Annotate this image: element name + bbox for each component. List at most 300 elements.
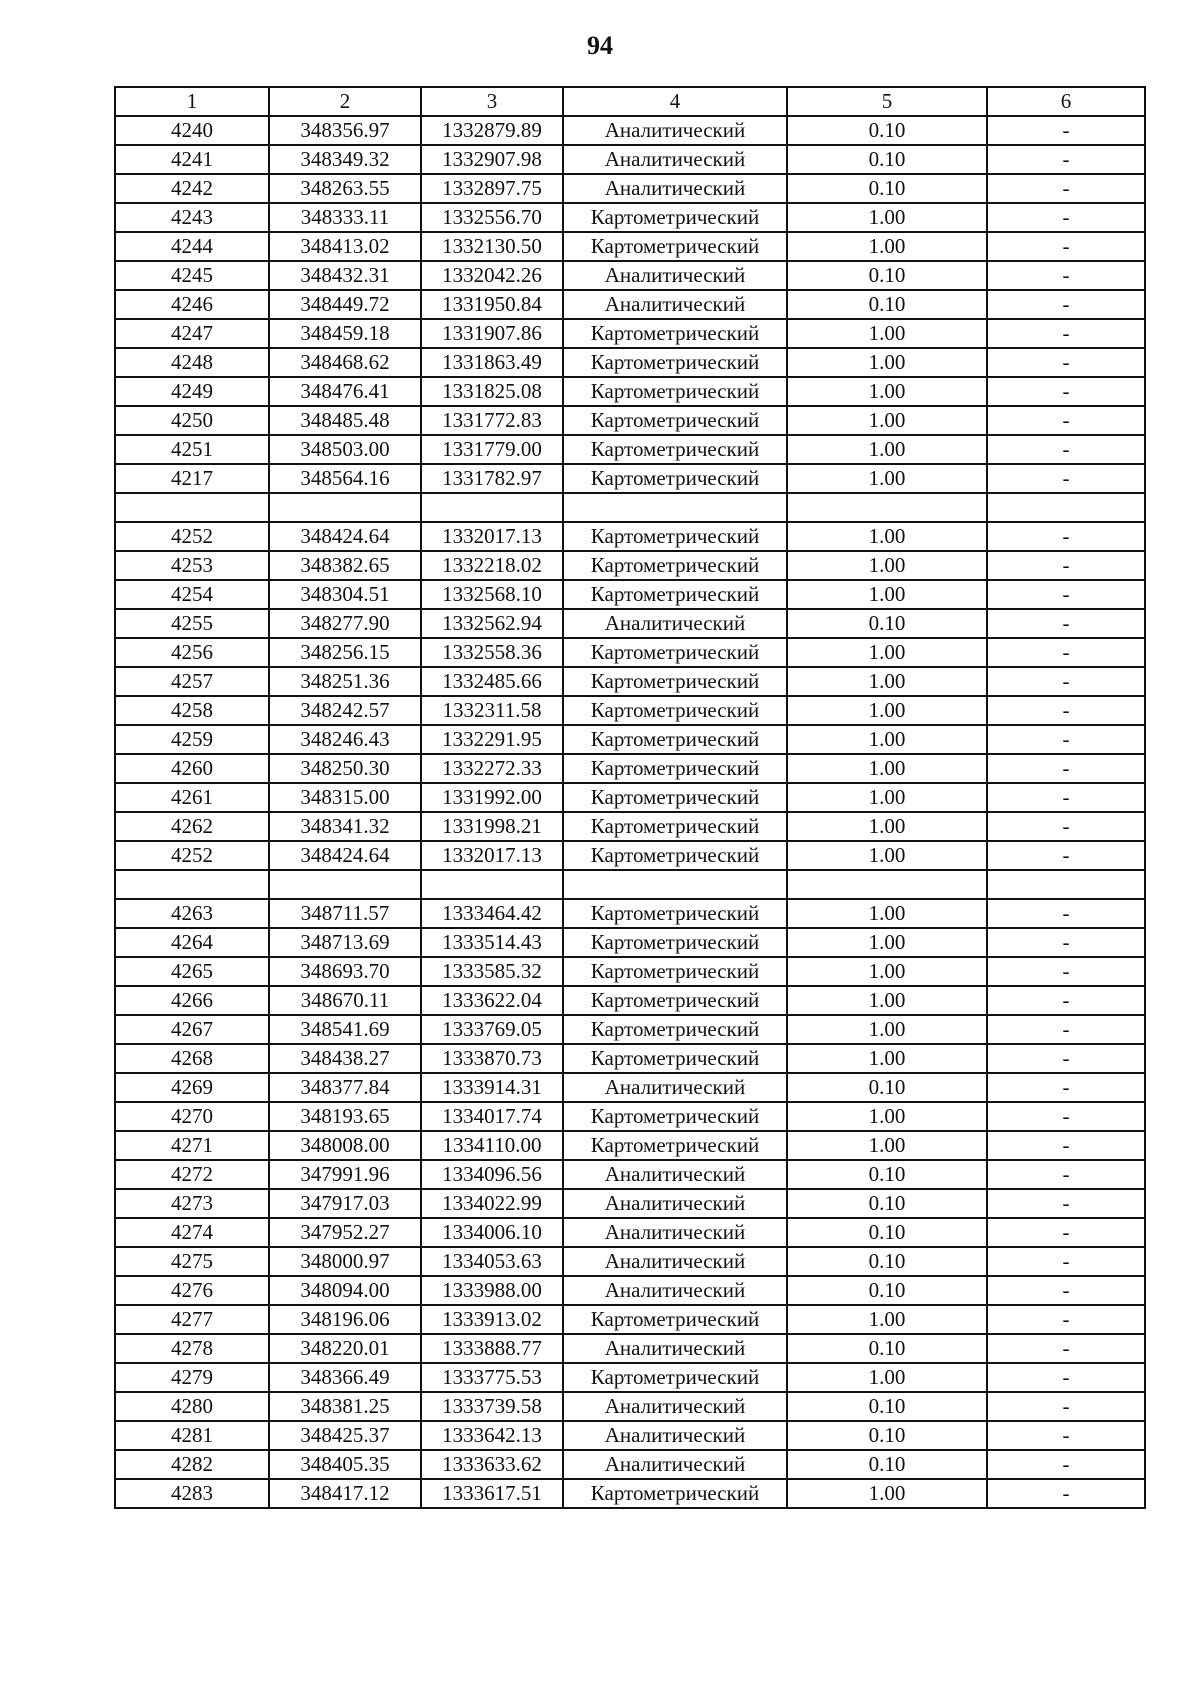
method-cell: Аналитический (563, 116, 787, 145)
method-cell: Картометрический (563, 638, 787, 667)
x-coordinate-cell: 348459.18 (269, 319, 421, 348)
method-cell: Картометрический (563, 725, 787, 754)
empty-cell (787, 493, 987, 522)
note-cell: - (987, 1479, 1145, 1508)
block-separator-row (115, 493, 1145, 522)
table-body (115, 116, 1145, 1508)
accuracy-cell: 1.00 (787, 1363, 987, 1392)
method-cell: Картометрический (563, 928, 787, 957)
method-cell: Аналитический (563, 290, 787, 319)
table-row (115, 464, 1145, 493)
table-row (115, 1073, 1145, 1102)
column-header-3: 3 (421, 87, 563, 116)
note-cell: - (987, 232, 1145, 261)
point-number-cell: 4256 (115, 638, 269, 667)
table-header (115, 87, 1145, 116)
empty-cell (563, 870, 787, 899)
method-cell: Аналитический (563, 1073, 787, 1102)
method-cell: Картометрический (563, 319, 787, 348)
note-cell: - (987, 377, 1145, 406)
point-number-cell: 4265 (115, 957, 269, 986)
y-coordinate-cell: 1332562.94 (421, 609, 563, 638)
method-cell: Картометрический (563, 957, 787, 986)
y-coordinate-cell: 1334096.56 (421, 1160, 563, 1189)
x-coordinate-cell: 348693.70 (269, 957, 421, 986)
note-cell: - (987, 696, 1145, 725)
note-cell: - (987, 1073, 1145, 1102)
x-coordinate-cell: 348246.43 (269, 725, 421, 754)
note-cell: - (987, 1421, 1145, 1450)
x-coordinate-cell: 348263.55 (269, 174, 421, 203)
table-row (115, 1276, 1145, 1305)
table-row (115, 928, 1145, 957)
note-cell: - (987, 145, 1145, 174)
table-row (115, 783, 1145, 812)
block-separator-row (115, 870, 1145, 899)
empty-cell (269, 493, 421, 522)
point-number-cell: 4273 (115, 1189, 269, 1218)
x-coordinate-cell: 348405.35 (269, 1450, 421, 1479)
note-cell: - (987, 464, 1145, 493)
accuracy-cell: 1.00 (787, 406, 987, 435)
note-cell: - (987, 1363, 1145, 1392)
table-row (115, 174, 1145, 203)
table-row (115, 986, 1145, 1015)
y-coordinate-cell: 1332556.70 (421, 203, 563, 232)
table-row (115, 1218, 1145, 1247)
y-coordinate-cell: 1332311.58 (421, 696, 563, 725)
point-number-cell: 4260 (115, 754, 269, 783)
note-cell: - (987, 406, 1145, 435)
y-coordinate-cell: 1331782.97 (421, 464, 563, 493)
x-coordinate-cell: 348256.15 (269, 638, 421, 667)
accuracy-cell: 0.10 (787, 1218, 987, 1247)
y-coordinate-cell: 1331950.84 (421, 290, 563, 319)
accuracy-cell: 1.00 (787, 725, 987, 754)
point-number-cell: 4247 (115, 319, 269, 348)
method-cell: Картометрический (563, 754, 787, 783)
note-cell: - (987, 116, 1145, 145)
accuracy-cell: 1.00 (787, 667, 987, 696)
accuracy-cell: 1.00 (787, 1131, 987, 1160)
x-coordinate-cell: 348094.00 (269, 1276, 421, 1305)
accuracy-cell: 1.00 (787, 522, 987, 551)
table-row (115, 116, 1145, 145)
note-cell: - (987, 1276, 1145, 1305)
accuracy-cell: 1.00 (787, 638, 987, 667)
column-header-4: 4 (563, 87, 787, 116)
accuracy-cell: 1.00 (787, 957, 987, 986)
x-coordinate-cell: 348670.11 (269, 986, 421, 1015)
note-cell: - (987, 1102, 1145, 1131)
method-cell: Аналитический (563, 1392, 787, 1421)
point-number-cell: 4266 (115, 986, 269, 1015)
accuracy-cell: 1.00 (787, 1305, 987, 1334)
y-coordinate-cell: 1333739.58 (421, 1392, 563, 1421)
y-coordinate-cell: 1333633.62 (421, 1450, 563, 1479)
x-coordinate-cell: 348381.25 (269, 1392, 421, 1421)
x-coordinate-cell: 348438.27 (269, 1044, 421, 1073)
method-cell: Картометрический (563, 1479, 787, 1508)
table-row (115, 290, 1145, 319)
method-cell: Аналитический (563, 1450, 787, 1479)
note-cell: - (987, 1334, 1145, 1363)
x-coordinate-cell: 348315.00 (269, 783, 421, 812)
table-row (115, 435, 1145, 464)
table-row (115, 957, 1145, 986)
accuracy-cell: 1.00 (787, 986, 987, 1015)
note-cell: - (987, 928, 1145, 957)
method-cell: Аналитический (563, 1276, 787, 1305)
x-coordinate-cell: 348000.97 (269, 1247, 421, 1276)
accuracy-cell: 1.00 (787, 377, 987, 406)
method-cell: Картометрический (563, 1363, 787, 1392)
accuracy-cell: 0.10 (787, 145, 987, 174)
point-number-cell: 4249 (115, 377, 269, 406)
y-coordinate-cell: 1333913.02 (421, 1305, 563, 1334)
x-coordinate-cell: 348196.06 (269, 1305, 421, 1334)
table-row (115, 1044, 1145, 1073)
column-header-2: 2 (269, 87, 421, 116)
table-row (115, 725, 1145, 754)
point-number-cell: 4244 (115, 232, 269, 261)
x-coordinate-cell: 348449.72 (269, 290, 421, 319)
x-coordinate-cell: 348366.49 (269, 1363, 421, 1392)
accuracy-cell: 0.10 (787, 116, 987, 145)
table-row (115, 377, 1145, 406)
x-coordinate-cell: 348476.41 (269, 377, 421, 406)
accuracy-cell: 1.00 (787, 232, 987, 261)
point-number-cell: 4253 (115, 551, 269, 580)
note-cell: - (987, 174, 1145, 203)
method-cell: Картометрический (563, 435, 787, 464)
y-coordinate-cell: 1333870.73 (421, 1044, 563, 1073)
y-coordinate-cell: 1332558.36 (421, 638, 563, 667)
x-coordinate-cell: 348349.32 (269, 145, 421, 174)
y-coordinate-cell: 1332907.98 (421, 145, 563, 174)
method-cell: Картометрический (563, 377, 787, 406)
method-cell: Картометрический (563, 783, 787, 812)
point-number-cell: 4280 (115, 1392, 269, 1421)
method-cell: Картометрический (563, 899, 787, 928)
y-coordinate-cell: 1332291.95 (421, 725, 563, 754)
method-cell: Картометрический (563, 406, 787, 435)
method-cell: Картометрический (563, 1044, 787, 1073)
method-cell: Картометрический (563, 1102, 787, 1131)
point-number-cell: 4276 (115, 1276, 269, 1305)
accuracy-cell: 1.00 (787, 841, 987, 870)
accuracy-cell: 0.10 (787, 1334, 987, 1363)
column-header-1: 1 (115, 87, 269, 116)
accuracy-cell: 1.00 (787, 551, 987, 580)
x-coordinate-cell: 348341.32 (269, 812, 421, 841)
x-coordinate-cell: 348250.30 (269, 754, 421, 783)
table-row (115, 696, 1145, 725)
method-cell: Картометрический (563, 812, 787, 841)
x-coordinate-cell: 348711.57 (269, 899, 421, 928)
x-coordinate-cell: 348277.90 (269, 609, 421, 638)
y-coordinate-cell: 1332130.50 (421, 232, 563, 261)
point-number-cell: 4275 (115, 1247, 269, 1276)
accuracy-cell: 0.10 (787, 1450, 987, 1479)
table-row (115, 1363, 1145, 1392)
point-number-cell: 4279 (115, 1363, 269, 1392)
point-number-cell: 4254 (115, 580, 269, 609)
y-coordinate-cell: 1333914.31 (421, 1073, 563, 1102)
y-coordinate-cell: 1331907.86 (421, 319, 563, 348)
x-coordinate-cell: 348713.69 (269, 928, 421, 957)
table-row (115, 145, 1145, 174)
empty-cell (563, 493, 787, 522)
accuracy-cell: 1.00 (787, 580, 987, 609)
point-number-cell: 4251 (115, 435, 269, 464)
method-cell: Аналитический (563, 261, 787, 290)
note-cell: - (987, 348, 1145, 377)
y-coordinate-cell: 1332879.89 (421, 116, 563, 145)
y-coordinate-cell: 1333775.53 (421, 1363, 563, 1392)
header-row (115, 87, 1145, 116)
table-row (115, 261, 1145, 290)
x-coordinate-cell: 348432.31 (269, 261, 421, 290)
note-cell: - (987, 1160, 1145, 1189)
x-coordinate-cell: 348304.51 (269, 580, 421, 609)
method-cell: Картометрический (563, 348, 787, 377)
method-cell: Картометрический (563, 232, 787, 261)
note-cell: - (987, 725, 1145, 754)
y-coordinate-cell: 1331772.83 (421, 406, 563, 435)
y-coordinate-cell: 1332218.02 (421, 551, 563, 580)
y-coordinate-cell: 1333622.04 (421, 986, 563, 1015)
empty-cell (421, 493, 563, 522)
accuracy-cell: 0.10 (787, 1160, 987, 1189)
point-number-cell: 4241 (115, 145, 269, 174)
x-coordinate-cell: 348356.97 (269, 116, 421, 145)
table-row (115, 1160, 1145, 1189)
accuracy-cell: 1.00 (787, 348, 987, 377)
point-number-cell: 4278 (115, 1334, 269, 1363)
empty-cell (787, 870, 987, 899)
x-coordinate-cell: 347952.27 (269, 1218, 421, 1247)
point-number-cell: 4263 (115, 899, 269, 928)
y-coordinate-cell: 1333464.42 (421, 899, 563, 928)
point-number-cell: 4283 (115, 1479, 269, 1508)
note-cell: - (987, 754, 1145, 783)
method-cell: Картометрический (563, 986, 787, 1015)
accuracy-cell: 1.00 (787, 435, 987, 464)
point-number-cell: 4246 (115, 290, 269, 319)
note-cell: - (987, 812, 1145, 841)
point-number-cell: 4269 (115, 1073, 269, 1102)
note-cell: - (987, 1305, 1145, 1334)
point-number-cell: 4252 (115, 522, 269, 551)
page-number: 94 (587, 31, 613, 60)
point-number-cell: 4245 (115, 261, 269, 290)
accuracy-cell: 1.00 (787, 899, 987, 928)
y-coordinate-cell: 1332568.10 (421, 580, 563, 609)
method-cell: Картометрический (563, 1015, 787, 1044)
point-number-cell: 4267 (115, 1015, 269, 1044)
note-cell: - (987, 551, 1145, 580)
y-coordinate-cell: 1332485.66 (421, 667, 563, 696)
x-coordinate-cell: 348377.84 (269, 1073, 421, 1102)
point-number-cell: 4270 (115, 1102, 269, 1131)
method-cell: Аналитический (563, 1160, 787, 1189)
table-row (115, 609, 1145, 638)
note-cell: - (987, 638, 1145, 667)
note-cell: - (987, 1450, 1145, 1479)
x-coordinate-cell: 348220.01 (269, 1334, 421, 1363)
x-coordinate-cell: 348251.36 (269, 667, 421, 696)
y-coordinate-cell: 1333514.43 (421, 928, 563, 957)
x-coordinate-cell: 348008.00 (269, 1131, 421, 1160)
point-number-cell: 4274 (115, 1218, 269, 1247)
x-coordinate-cell: 348468.62 (269, 348, 421, 377)
table-row (115, 1392, 1145, 1421)
note-cell: - (987, 899, 1145, 928)
accuracy-cell: 1.00 (787, 1479, 987, 1508)
y-coordinate-cell: 1332042.26 (421, 261, 563, 290)
table-row (115, 841, 1145, 870)
method-cell: Картометрический (563, 203, 787, 232)
point-number-cell: 4277 (115, 1305, 269, 1334)
y-coordinate-cell: 1334053.63 (421, 1247, 563, 1276)
note-cell: - (987, 783, 1145, 812)
table-row (115, 406, 1145, 435)
table-row (115, 319, 1145, 348)
y-coordinate-cell: 1333617.51 (421, 1479, 563, 1508)
note-cell: - (987, 203, 1145, 232)
method-cell: Картометрический (563, 551, 787, 580)
table-row (115, 1305, 1145, 1334)
method-cell: Аналитический (563, 1247, 787, 1276)
empty-cell (269, 870, 421, 899)
y-coordinate-cell: 1334022.99 (421, 1189, 563, 1218)
empty-cell (115, 493, 269, 522)
point-number-cell: 4250 (115, 406, 269, 435)
x-coordinate-cell: 348333.11 (269, 203, 421, 232)
point-number-cell: 4258 (115, 696, 269, 725)
column-header-6: 6 (987, 87, 1145, 116)
y-coordinate-cell: 1333585.32 (421, 957, 563, 986)
table-row (115, 580, 1145, 609)
point-number-cell: 4255 (115, 609, 269, 638)
table-row (115, 1334, 1145, 1363)
point-number-cell: 4281 (115, 1421, 269, 1450)
accuracy-cell: 1.00 (787, 783, 987, 812)
method-cell: Картометрический (563, 522, 787, 551)
method-cell: Аналитический (563, 1334, 787, 1363)
note-cell: - (987, 319, 1145, 348)
note-cell: - (987, 609, 1145, 638)
empty-cell (421, 870, 563, 899)
x-coordinate-cell: 348242.57 (269, 696, 421, 725)
table-row (115, 1015, 1145, 1044)
accuracy-cell: 0.10 (787, 1073, 987, 1102)
table-row (115, 1102, 1145, 1131)
accuracy-cell: 0.10 (787, 290, 987, 319)
accuracy-cell: 0.10 (787, 174, 987, 203)
note-cell: - (987, 986, 1145, 1015)
table-row (115, 899, 1145, 928)
method-cell: Картометрический (563, 580, 787, 609)
note-cell: - (987, 667, 1145, 696)
x-coordinate-cell: 348193.65 (269, 1102, 421, 1131)
x-coordinate-cell: 348413.02 (269, 232, 421, 261)
y-coordinate-cell: 1333769.05 (421, 1015, 563, 1044)
x-coordinate-cell: 348382.65 (269, 551, 421, 580)
method-cell: Аналитический (563, 1218, 787, 1247)
point-number-cell: 4262 (115, 812, 269, 841)
y-coordinate-cell: 1333642.13 (421, 1421, 563, 1450)
accuracy-cell: 0.10 (787, 261, 987, 290)
accuracy-cell: 0.10 (787, 1189, 987, 1218)
point-number-cell: 4282 (115, 1450, 269, 1479)
table-row (115, 1131, 1145, 1160)
method-cell: Картометрический (563, 1305, 787, 1334)
y-coordinate-cell: 1331992.00 (421, 783, 563, 812)
method-cell: Картометрический (563, 841, 787, 870)
note-cell: - (987, 290, 1145, 319)
y-coordinate-cell: 1334017.74 (421, 1102, 563, 1131)
table-row (115, 1247, 1145, 1276)
y-coordinate-cell: 1333988.00 (421, 1276, 563, 1305)
accuracy-cell: 0.10 (787, 1247, 987, 1276)
empty-cell (115, 870, 269, 899)
point-number-cell: 4268 (115, 1044, 269, 1073)
method-cell: Аналитический (563, 145, 787, 174)
method-cell: Картометрический (563, 464, 787, 493)
note-cell: - (987, 1218, 1145, 1247)
table-row (115, 232, 1145, 261)
accuracy-cell: 1.00 (787, 319, 987, 348)
table-row (115, 203, 1145, 232)
table-row (115, 1421, 1145, 1450)
point-number-cell: 4240 (115, 116, 269, 145)
note-cell: - (987, 841, 1145, 870)
accuracy-cell: 1.00 (787, 1102, 987, 1131)
note-cell: - (987, 261, 1145, 290)
note-cell: - (987, 1015, 1145, 1044)
empty-cell (987, 870, 1145, 899)
x-coordinate-cell: 348417.12 (269, 1479, 421, 1508)
accuracy-cell: 1.00 (787, 928, 987, 957)
point-number-cell: 4217 (115, 464, 269, 493)
accuracy-cell: 1.00 (787, 1044, 987, 1073)
table-row (115, 1479, 1145, 1508)
y-coordinate-cell: 1332897.75 (421, 174, 563, 203)
point-number-cell: 4248 (115, 348, 269, 377)
method-cell: Картометрический (563, 667, 787, 696)
accuracy-cell: 1.00 (787, 812, 987, 841)
y-coordinate-cell: 1332272.33 (421, 754, 563, 783)
note-cell: - (987, 957, 1145, 986)
accuracy-cell: 0.10 (787, 1392, 987, 1421)
y-coordinate-cell: 1331998.21 (421, 812, 563, 841)
note-cell: - (987, 1044, 1145, 1073)
table-row (115, 522, 1145, 551)
empty-cell (987, 493, 1145, 522)
table-row (115, 754, 1145, 783)
point-number-cell: 4264 (115, 928, 269, 957)
note-cell: - (987, 435, 1145, 464)
y-coordinate-cell: 1331779.00 (421, 435, 563, 464)
accuracy-cell: 1.00 (787, 696, 987, 725)
method-cell: Картометрический (563, 696, 787, 725)
note-cell: - (987, 1131, 1145, 1160)
table-row (115, 1450, 1145, 1479)
accuracy-cell: 0.10 (787, 1276, 987, 1305)
x-coordinate-cell: 348541.69 (269, 1015, 421, 1044)
